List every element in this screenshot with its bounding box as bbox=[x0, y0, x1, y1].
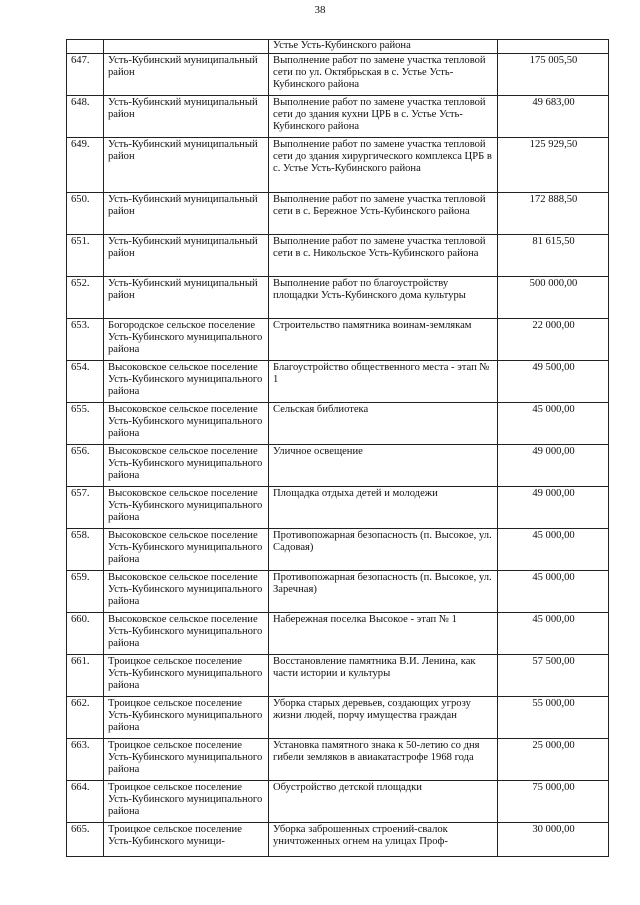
cell-num: 655. bbox=[67, 403, 104, 445]
cell-description: Уборка старых деревьев, создающих угрозу жизни людей, порчу имущества граждан bbox=[269, 697, 498, 739]
cell-recipient: Усть-Кубинский муниципальный район bbox=[104, 277, 269, 319]
cell-num: 656. bbox=[67, 445, 104, 487]
cell-amount: 30 000,00 bbox=[498, 823, 609, 857]
cell-num: 661. bbox=[67, 655, 104, 697]
cell-recipient: Усть-Кубинский муниципальный район bbox=[104, 54, 269, 96]
cell-recipient: Троицкое сельское поселение Усть-Кубинского муниципального района bbox=[104, 697, 269, 739]
cell-description: Площадка отдыха детей и молодежи bbox=[269, 487, 498, 529]
cell-num bbox=[67, 40, 104, 54]
cell-amount: 49 500,00 bbox=[498, 361, 609, 403]
cell-recipient: Троицкое сельское поселение Усть-Кубинского муници- bbox=[104, 823, 269, 857]
cell-num: 653. bbox=[67, 319, 104, 361]
cell-recipient bbox=[104, 40, 269, 54]
cell-recipient: Высоковское сельское поселение Усть-Кубинского муниципального района bbox=[104, 361, 269, 403]
table-row bbox=[67, 235, 609, 277]
cell-description: Восстановление памятника В.И. Ленина, как части истории и культуры bbox=[269, 655, 498, 697]
cell-recipient: Троицкое сельское поселение Усть-Кубинского муниципального района bbox=[104, 781, 269, 823]
cell-recipient: Троицкое сельское поселение Усть-Кубинского муниципального района bbox=[104, 739, 269, 781]
table-row bbox=[67, 697, 609, 739]
table-row bbox=[67, 781, 609, 823]
cell-recipient: Богородское сельское поселение Усть-Кубинского муниципального района bbox=[104, 319, 269, 361]
cell-amount: 45 000,00 bbox=[498, 403, 609, 445]
cell-recipient: Высоковское сельское поселение Усть-Кубинского муниципального района bbox=[104, 613, 269, 655]
cell-amount: 57 500,00 bbox=[498, 655, 609, 697]
budget-table bbox=[66, 39, 609, 857]
cell-amount: 175 005,50 bbox=[498, 54, 609, 96]
cell-description: Противопожарная безопасность (п. Высокое, ул. Садовая) bbox=[269, 529, 498, 571]
table-row bbox=[67, 571, 609, 613]
cell-amount: 45 000,00 bbox=[498, 613, 609, 655]
cell-recipient: Усть-Кубинский муниципальный район bbox=[104, 138, 269, 193]
cell-num: 664. bbox=[67, 781, 104, 823]
cell-description: Выполнение работ по замене участка тепловой сети по ул. Октябрьская в с. Устье Усть-Кубинского района bbox=[269, 54, 498, 96]
cell-description: Выполнение работ по замене участка тепловой сети в с. Бережное Усть-Кубинского района bbox=[269, 193, 498, 235]
cell-recipient: Высоковское сельское поселение Усть-Кубинского муниципального района bbox=[104, 403, 269, 445]
cell-num: 648. bbox=[67, 96, 104, 138]
cell-description: Выполнение работ по замене участка тепловой сети в с. Никольское Усть-Кубинского района bbox=[269, 235, 498, 277]
table-row bbox=[67, 96, 609, 138]
table-row bbox=[67, 193, 609, 235]
cell-recipient: Высоковское сельское поселение Усть-Кубинского муниципального района bbox=[104, 571, 269, 613]
cell-num: 650. bbox=[67, 193, 104, 235]
cell-amount: 49 683,00 bbox=[498, 96, 609, 138]
cell-recipient: Высоковское сельское поселение Усть-Кубинского муниципального района bbox=[104, 487, 269, 529]
table-row bbox=[67, 138, 609, 193]
table-row bbox=[67, 54, 609, 96]
cell-description: Благоустройство общественного места - этап № 1 bbox=[269, 361, 498, 403]
table-row bbox=[67, 361, 609, 403]
table-row bbox=[67, 277, 609, 319]
cell-num: 654. bbox=[67, 361, 104, 403]
cell-amount: 49 000,00 bbox=[498, 487, 609, 529]
cell-amount: 49 000,00 bbox=[498, 445, 609, 487]
table-row bbox=[67, 319, 609, 361]
cell-amount: 500 000,00 bbox=[498, 277, 609, 319]
cell-num: 647. bbox=[67, 54, 104, 96]
cell-num: 652. bbox=[67, 277, 104, 319]
table-row bbox=[67, 529, 609, 571]
cell-amount: 22 000,00 bbox=[498, 319, 609, 361]
cell-description: Уборка заброшенных строений-свалок уничтоженных огнем на улицах Проф- bbox=[269, 823, 498, 857]
table-row bbox=[67, 445, 609, 487]
cell-description: Сельская библиотека bbox=[269, 403, 498, 445]
cell-recipient: Троицкое сельское поселение Усть-Кубинского муниципального района bbox=[104, 655, 269, 697]
cell-recipient: Усть-Кубинский муниципальный район bbox=[104, 96, 269, 138]
table-row bbox=[67, 739, 609, 781]
cell-description: Выполнение работ по благоустройству площадки Усть-Кубинского дома культуры bbox=[269, 277, 498, 319]
cell-amount: 55 000,00 bbox=[498, 697, 609, 739]
cell-description: Выполнение работ по замене участка тепловой сети до здания кухни ЦРБ в с. Устье Усть-Кубинского района bbox=[269, 96, 498, 138]
table-row bbox=[67, 823, 609, 857]
cell-amount: 75 000,00 bbox=[498, 781, 609, 823]
cell-num: 649. bbox=[67, 138, 104, 193]
cell-num: 660. bbox=[67, 613, 104, 655]
cell-num: 662. bbox=[67, 697, 104, 739]
cell-recipient: Высоковское сельское поселение Усть-Кубинского муниципального района bbox=[104, 445, 269, 487]
cell-recipient: Усть-Кубинский муниципальный район bbox=[104, 235, 269, 277]
cell-amount: 45 000,00 bbox=[498, 571, 609, 613]
cell-amount bbox=[498, 40, 609, 54]
table-row bbox=[67, 403, 609, 445]
cell-description: Набережная поселка Высокое - этап № 1 bbox=[269, 613, 498, 655]
cell-num: 658. bbox=[67, 529, 104, 571]
cell-description: Установка памятного знака к 50-летию со дня гибели земляков в авиакатастрофе 1968 года bbox=[269, 739, 498, 781]
page-number: 38 bbox=[314, 4, 326, 16]
table-row-continuation bbox=[67, 40, 609, 54]
cell-num: 659. bbox=[67, 571, 104, 613]
cell-description: Противопожарная безопасность (п. Высокое, ул. Заречная) bbox=[269, 571, 498, 613]
table-row bbox=[67, 487, 609, 529]
cell-amount: 81 615,50 bbox=[498, 235, 609, 277]
cell-description: Устье Усть-Кубинского района bbox=[269, 40, 498, 54]
table-row bbox=[67, 613, 609, 655]
cell-amount: 172 888,50 bbox=[498, 193, 609, 235]
cell-num: 665. bbox=[67, 823, 104, 857]
cell-recipient: Усть-Кубинский муниципальный район bbox=[104, 193, 269, 235]
cell-description: Уличное освещение bbox=[269, 445, 498, 487]
cell-recipient: Высоковское сельское поселение Усть-Кубинского муниципального района bbox=[104, 529, 269, 571]
cell-description: Выполнение работ по замене участка тепловой сети до здания хирургического комплекса ЦРБ в с. Устье Усть-Кубинского района bbox=[269, 138, 498, 193]
cell-num: 651. bbox=[67, 235, 104, 277]
cell-amount: 25 000,00 bbox=[498, 739, 609, 781]
cell-description: Обустройство детской площадки bbox=[269, 781, 498, 823]
cell-amount: 45 000,00 bbox=[498, 529, 609, 571]
cell-amount: 125 929,50 bbox=[498, 138, 609, 193]
table-row bbox=[67, 655, 609, 697]
cell-description: Строительство памятника воинам-землякам bbox=[269, 319, 498, 361]
cell-num: 657. bbox=[67, 487, 104, 529]
cell-num: 663. bbox=[67, 739, 104, 781]
